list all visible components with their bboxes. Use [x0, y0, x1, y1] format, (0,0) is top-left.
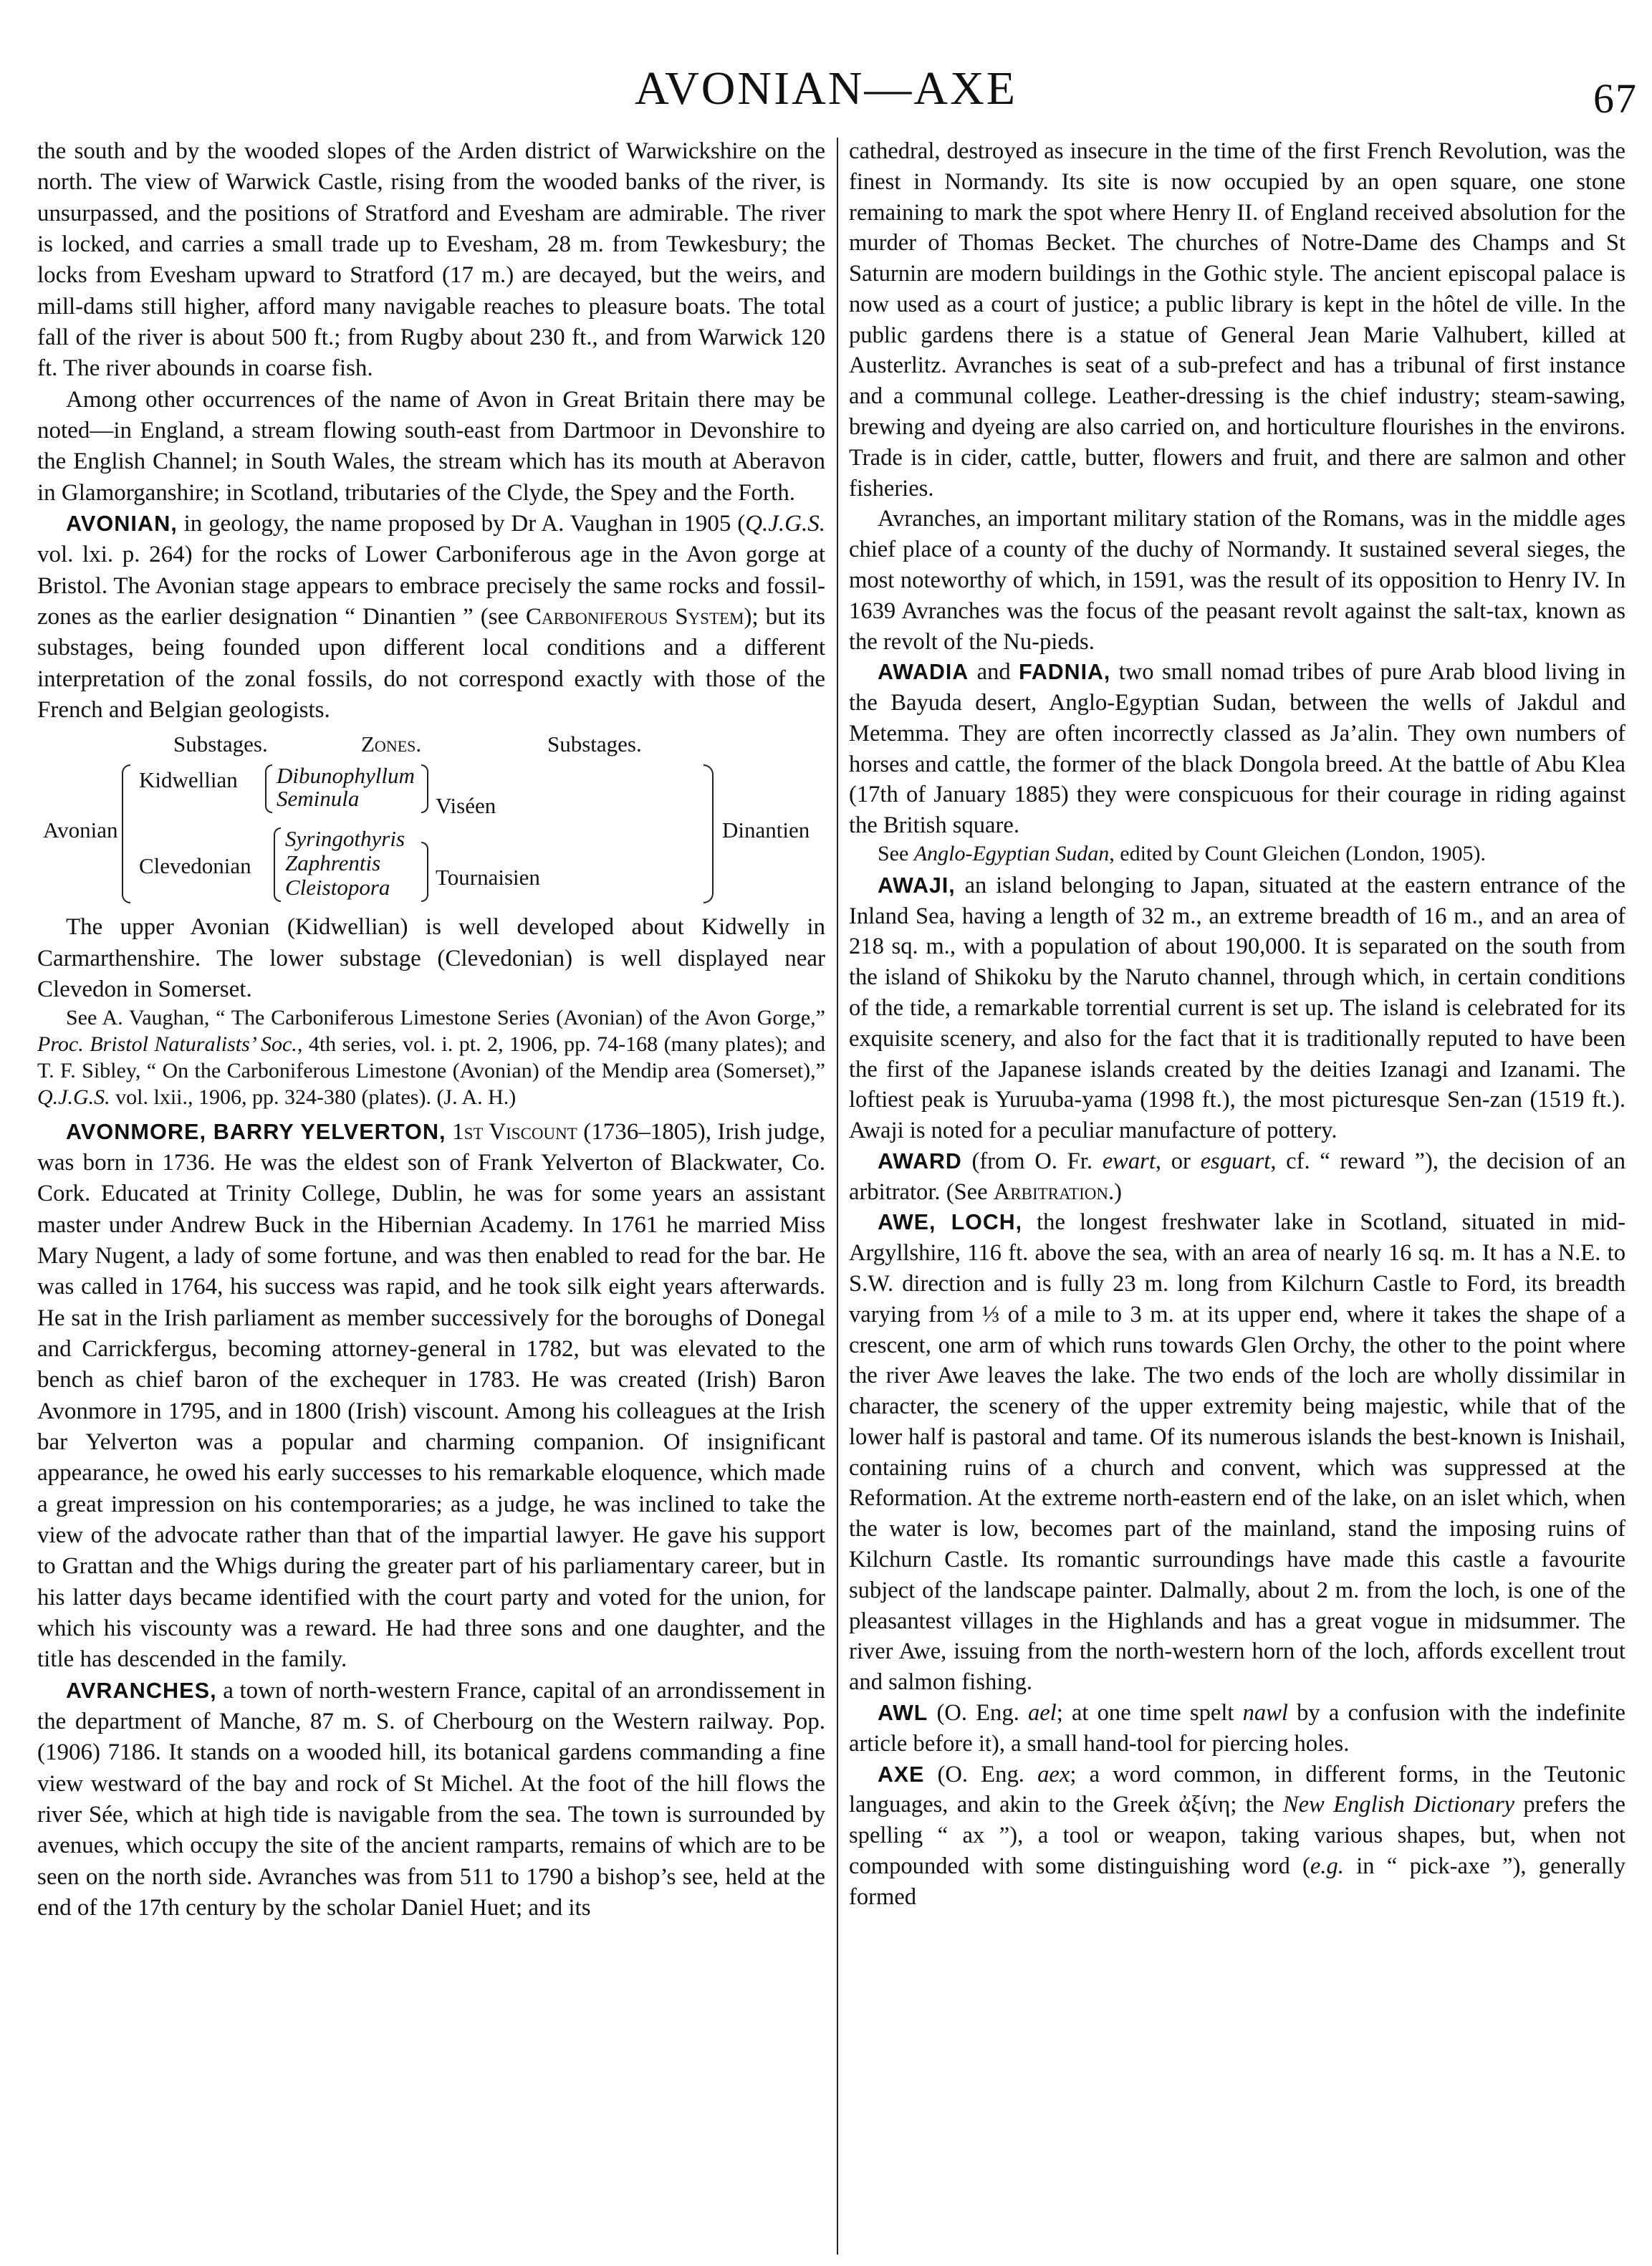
- xref-carboniferous-system[interactable]: Carboniferous System: [525, 603, 744, 630]
- zone-zaphrentis: Zaphrentis: [285, 850, 381, 876]
- zone-cleistopora: Cleistopora: [285, 875, 390, 901]
- awadia-reference: See Anglo-Egyptian Sudan, edited by Count Gleichen (London, 1905).: [878, 841, 1487, 865]
- zones-french-tournaisien: Tournaisien: [436, 865, 540, 890]
- entry-avonian: AVONIAN, in geology, the name proposed by Dr A. Vaughan in 1905 (Q.J.G.S. vol. lxi. p. 264) for the rocks of Lower Carboniferous age in the Avon gorge at Bristol. The Avonian stage appears to embrace precisely the same rocks and fossil-zones as the earlier designation “ Dinantien ” (see Carboniferous System); but its substages, being founded upon different local conditions and a different interpretation of the zonal fossils, do not correspond exactly with those of the French and Belgian geologists.: [37, 510, 825, 723]
- zones-stage-avonian: Avonian: [43, 817, 118, 843]
- headword-award: AWARD: [878, 1149, 962, 1173]
- zones-substage-clevedonian: Clevedonian: [139, 853, 251, 879]
- avonian-substages-text: The upper Avonian (Kidwellian) is well developed about Kidwelly in Carmarthenshire. The lower substage (Clevedonian) is well displayed near Clevedon in Somerset.: [37, 914, 825, 1002]
- zones-header-substages-1: Substages.: [173, 731, 268, 757]
- left-column: [37, 136, 825, 2253]
- headword-avranches: AVRANCHES,: [66, 1677, 217, 1703]
- entry-awe-loch: AWE, LOCH, the longest freshwater lake in Scotland, situated in mid-Argyllshire, 116 ft. above the sea, with an area of nearly 16 sq. m. It has a N.E. to S.W. direction and is fully 23 m. long from Kilchurn Castle to Ford, its breadth varying from ⅓ of a mile to 3 m. at its upper end, where it takes the shape of a crescent, one arm of which runs towards Glen Orchy, the other to the point where the river Awe leaves the lake. The two ends of the loch are wholly dissimilar in character, the scenery of the upper extremity being majestic, while that of the lower half is pastoral and tame. Of its numerous islands the best-known is Inishail, containing ruins of a church and convent, which was suppressed at the Reformation. At the extreme north-eastern end of the lake, on an islet which, when the water is low, becomes part of the mainland, stand the imposing ruins of Kilchurn Castle. Its romantic surroundings have made this castle a favourite subject of the landscape painter. Dalmally, about 2 m. from the loch, is one of the pleasantest villages in the Highlands and has a great vogue in midsummer. The river Awe, issuing from the north-western horn of the loch, affords excellent trout and salmon fishing.: [849, 1209, 1625, 1696]
- tournaisien-brace: [421, 842, 428, 902]
- avranches-continuation: cathedral, destroyed as insecure in the time of the first French Revolution, was the finest in Normandy. Its site is now occupied by an open square, one stone remaining to mark the spot where Henry II. of England received absolution for the murder of Thomas Becket. The churches of Notre-Dame des Champs and St Saturnin are modern buildings in the Gothic style. The ancient episcopal palace is now used as a court of justice; a public library is kept in the hôtel de ville. In the public gardens there is a statue of General Jean Marie Valhubert, killed at Austerlitz. Avranches is seat of a sub-prefect and has a tribunal of first instance and a communal college. Leather-dressing is the chief industry; steam-sawing, brewing and dyeing are also carried on, and horticulture flourishes in the environs. Trade is in cider, cattle, butter, flowers and fruit, and there are salmon and other fisheries.: [849, 138, 1625, 501]
- dinantien-brace: [703, 764, 714, 903]
- headword-awaji: AWAJI,: [878, 873, 956, 898]
- entry-awl: AWL (O. Eng. ael; at one time spelt nawl by a confusion with the indefinite article before it), a small hand-tool for piercing holes.: [849, 1699, 1625, 1757]
- zone-seminula: Seminula: [277, 786, 360, 812]
- zone-syringothyris: Syringothyris: [285, 826, 405, 852]
- headword-awl: AWL: [878, 1701, 928, 1725]
- page-number: 67: [1593, 75, 1638, 122]
- clevedonian-brace: [274, 827, 281, 902]
- zones-header-zones: Zones.: [361, 731, 422, 757]
- kidwellian-brace: [265, 764, 272, 813]
- avon-other-occurrences: Among other occurrences of the name of Avon in Great Britain there may be noted—in England, a stream flowing south-east from Dartmoor in Devonshire to the English Channel; in South Wales, the stream which has its mouth at Aberavon in Glamorganshire; in Scotland, tributaries of the Clyde, the Spey and the Forth.: [37, 386, 825, 506]
- entry-awadia-fadnia: AWADIA and FADNIA, two small nomad tribes of pure Arab blood living in the Bayuda desert, Anglo-Egyptian Sudan, between the wells of Jakdul and Metemma. They are often incorrectly classed as Ja’alin. They own numbers of horses and cattle, the former of the black Dongola breed. At the battle of Abu Klea (17th of January 1885) they were conspicuous for their courage in riding against the British square.: [849, 659, 1625, 839]
- zone-dibunophyllum: Dibunophyllum: [277, 763, 415, 789]
- entry-awaji: AWAJI, an island belonging to Japan, situated at the eastern entrance of the Inland Sea, having a length of 32 m., an extreme breadth of 16 m., and an area of 218 sq. m., with a population of about 190,000. It is separated on the south from the island of Shikoku by the Naruto channel, through which, in certain conditions of the tide, a remarkable torrential current is set up. The island is celebrated for its exquisite scenery, and also for the fact that it is traditionally reputed to have been the first of the Japanese islands created by the deities Izanagi and Izanami. The loftiest peak is Yuruuba-yama (1998 ft.), the most picturesque Sen-zan (1519 ft.). Awaji is noted for a peculiar manufacture of pottery.: [849, 872, 1625, 1144]
- headword-axe: AXE: [878, 1762, 925, 1787]
- entry-award: AWARD (from O. Fr. ewart, or esguart, cf. “ reward ”), the decision of an arbitrator. (See Arbitration.): [849, 1148, 1625, 1205]
- running-head: AVONIAN—AXE: [634, 62, 1018, 115]
- entry-avonmore: AVONMORE, BARRY YELVERTON, 1st Viscount (1736–1805), Irish judge, was born in 1736. He was the eldest son of Frank Yelverton of Blackwater, Co. Cork. Educated at Trinity College, Dublin, he was for some years an assistant master under Andrew Buck in the Hibernian Academy. In 1761 he married Miss Mary Nugent, a lady of some fortune, and was then enabled to read for the bar. He was called in 1764, his success was rapid, and he took silk eight years afterwards. He sat in the Irish parliament as member successively for the boroughs of Donegal and Carrickfergus, becoming attorney-general in 1782, but was elevated to the bench as chief baron of the exchequer in 1783. He was created (Irish) Baron Avonmore in 1795, and in 1800 (Irish) viscount. Among his colleagues at the Irish bar Yelverton was a popular and charming companion. Of insignificant appearance, he owed his early successes to his remarkable eloquence, which made a great impression on his contemporaries; as a judge, he was inclined to take the view of the advocate rather than that of the impartial lawyer. He gave his support to Grattan and the Whigs during the greater part of his parliamentary career, but in his latter days became identified with the court party and voted for the union, for which his viscounty was a reward. He had three sons and one daughter, and the title has descended in the family.: [37, 1118, 825, 1673]
- viseen-brace: [421, 764, 428, 813]
- avonian-brace: [122, 764, 130, 903]
- headword-fadnia: FADNIA,: [1019, 661, 1111, 685]
- avon-continuation: the south and by the wooded slopes of the Arden district of Warwickshire on the north. The view of Warwick Castle, rising from the wooded banks of the river, is unsurpassed, and the positions of Stratford and Evesham are admirable. The river is locked, and carries a small trade up to Evesham, 28 m. from Tewkesbury; the locks from Evesham upward to Stratford (17 m.) are decayed, but the weirs, and mill-dams still higher, afford many navigable reaches to pleasure boats. The total fall of the river is about 500 ft.; from Rugby about 230 ft., and from Warwick 120 ft. The river abounds in coarse fish.: [37, 138, 825, 382]
- zones-header-substages-2: Substages.: [547, 731, 642, 757]
- zones-substage-kidwellian: Kidwellian: [139, 767, 238, 793]
- headword-avonian: AVONIAN,: [66, 510, 178, 536]
- avonian-zones-table: [37, 727, 825, 908]
- zones-french-viseen: Viséen: [436, 793, 496, 819]
- xref-arbitration[interactable]: Arbitration: [993, 1178, 1108, 1205]
- headword-avonmore: AVONMORE, BARRY YELVERTON,: [66, 1118, 446, 1144]
- entry-axe: AXE (O. Eng. aex; a word common, in different forms, in the Teutonic languages, and akin to the Greek ἀξίνη; the New English Dictionary prefers the spelling “ ax ”), a tool or weapon, taking various shapes, but, when not compounded with some distinguishing word (e.g. in “ pick-axe ”), generally formed: [849, 1761, 1625, 1910]
- column-divider: [837, 138, 838, 2255]
- right-column: [849, 136, 1625, 2253]
- avranches-history: Avranches, an important military station of the Romans, was in the middle ages chief place of a county of the duchy of Normandy. It sustained several sieges, the most noteworthy of which, in 1591, was the result of its opposition to Henry IV. In 1639 Avranches was the focus of the peasant revolt against the salt-tax, known as the revolt of the Nu-pieds.: [849, 506, 1625, 655]
- avonian-references: See A. Vaughan, “ The Carboniferous Limestone Series (Avonian) of the Avon Gorge,” Proc. Bristol Naturalists’ Soc., 4th series, vol. i. pt. 2, 1906, pp. 74-168 (many plates); and T. F. Sibley, “ On the Carboniferous Limestone (Avonian) of the Mendip area (Somerset),” Q.J.G.S. vol. lxii., 1906, pp. 324-380 (plates). (J. A. H.): [37, 1006, 825, 1109]
- entry-avranches: AVRANCHES, a town of north-western France, capital of an arrondissement in the department of Manche, 87 m. S. of Cherbourg on the Western railway. Pop. (1906) 7186. It stands on a wooded hill, its botanical gardens commanding a fine view westward of the bay and rock of St Michel. At the foot of the hill flows the river Sée, which at high tide is navigable from the sea. The town is surrounded by avenues, which occupy the site of the ancient ramparts, remains of which are to be seen on the north side. Avranches was from 511 to 1790 a bishop’s see, held at the end of the 17th century by the scholar Daniel Huet; and its: [37, 1677, 825, 1921]
- headword-awadia: AWADIA: [878, 661, 969, 685]
- headword-awe-loch: AWE, LOCH,: [878, 1211, 1023, 1235]
- zones-french-dinantien: Dinantien: [722, 817, 810, 843]
